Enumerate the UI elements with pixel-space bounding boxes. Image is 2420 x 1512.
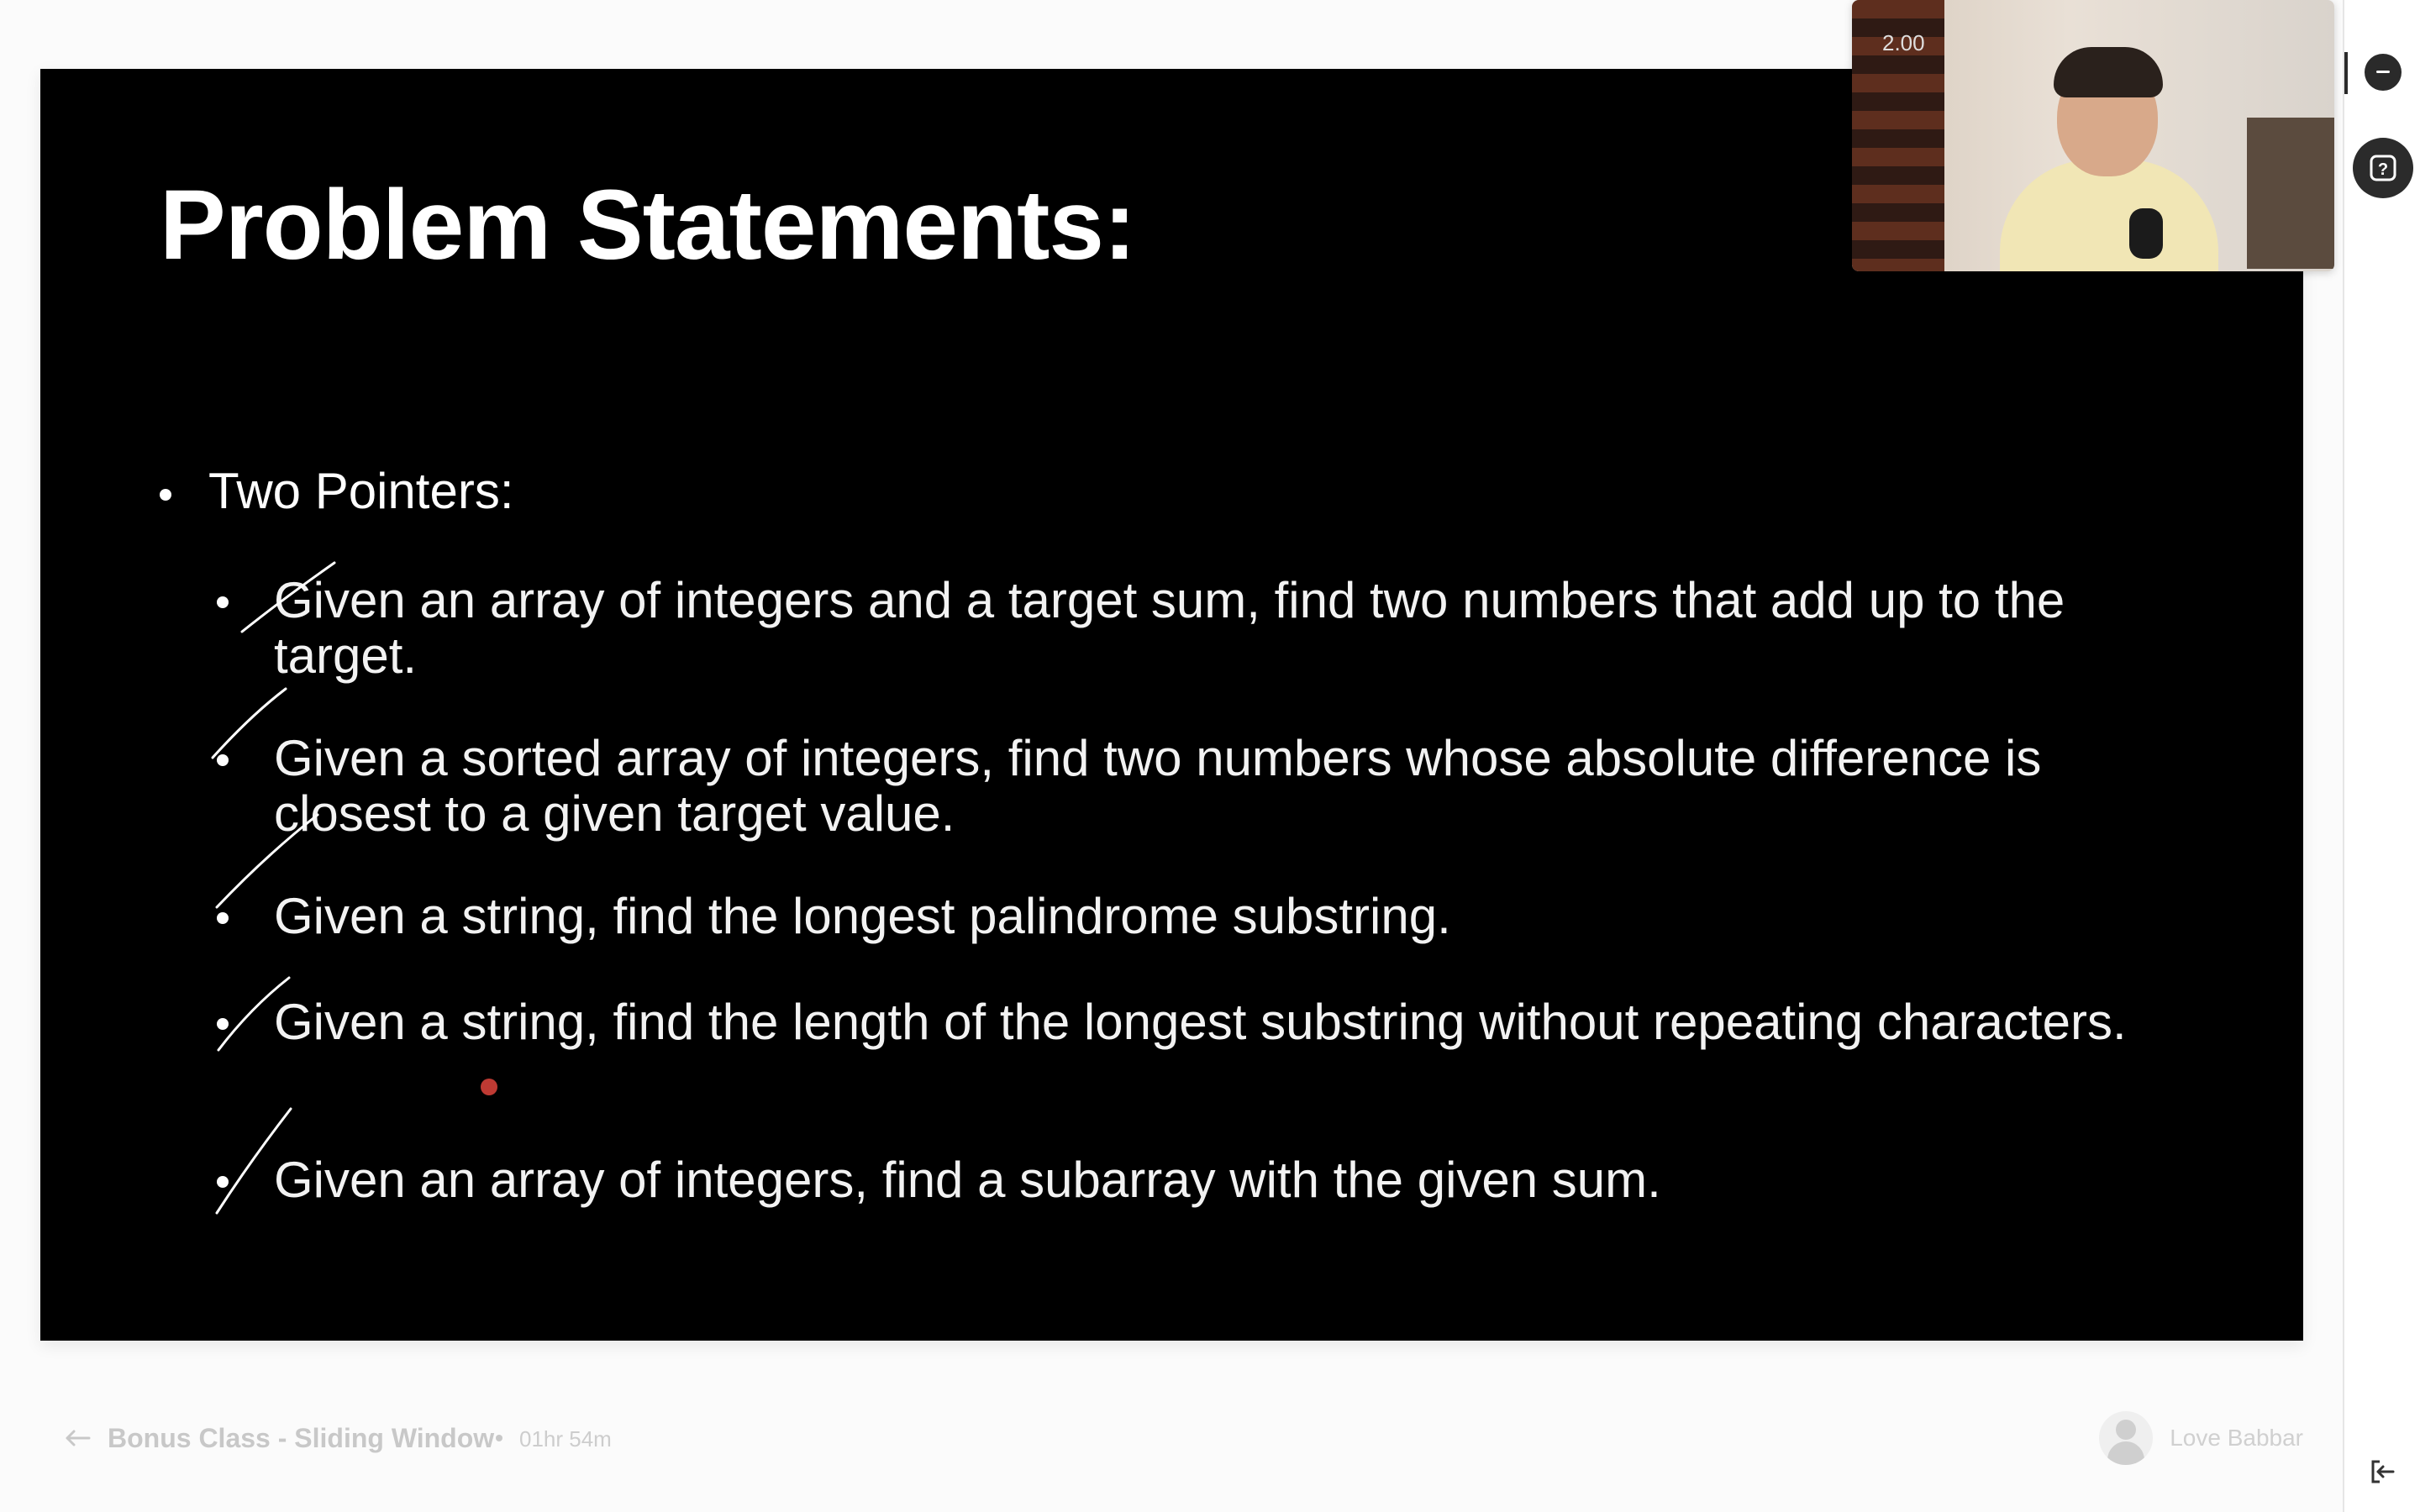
playback-speed: 2.00: [1882, 30, 1925, 55]
bottom-bar: [40, 1411, 2303, 1465]
microphone-icon: [2129, 208, 2163, 259]
problem-item-text: Given a sorted array of integers, find two numbers whose absolute difference is closest to a given target value.: [274, 730, 2042, 842]
help-icon: [2369, 154, 2397, 182]
background-shelf: [2247, 118, 2334, 269]
avatar-torso: [2107, 1441, 2144, 1465]
laser-pointer-icon: [481, 1079, 497, 1095]
webcam-pip[interactable]: [1852, 0, 2334, 271]
class-title: Bonus Class - Sliding Window: [108, 1423, 495, 1453]
bullet-icon: [217, 596, 229, 608]
class-duration: 01hr 54m: [519, 1426, 612, 1452]
bullet-icon: [217, 754, 229, 766]
problem-item-text: Given a string, find the length of the longest substring without repeating characters.: [274, 994, 2127, 1050]
section-heading-label: Two Pointers:: [208, 463, 514, 519]
bullet-icon: [217, 912, 229, 924]
bullet-icon: [217, 1176, 229, 1188]
avatar-head: [2116, 1420, 2136, 1440]
avatar: [2099, 1411, 2153, 1465]
separator-dot: [496, 1435, 502, 1441]
svg-text:?: ?: [2377, 160, 2389, 179]
right-sidebar: [2343, 0, 2420, 1512]
presenter-info: [2099, 1411, 2303, 1465]
exit-button[interactable]: [2363, 1452, 2403, 1492]
chat-button[interactable]: [2365, 54, 2402, 91]
bullet-icon: [160, 489, 171, 501]
active-indicator: [2344, 52, 2348, 94]
slide-title: Problem Statements:: [160, 170, 1136, 281]
back-arrow-icon[interactable]: [60, 1421, 94, 1455]
chat-icon: [2374, 66, 2392, 79]
bullet-icon: [217, 1018, 229, 1030]
presenter-hair: [2054, 47, 2163, 97]
problem-item-text: Given an array of integers, find a subarray with the given sum.: [274, 1152, 1661, 1208]
help-button[interactable]: [2353, 138, 2413, 198]
presenter-name: Love Babbar: [2170, 1425, 2303, 1451]
problem-item-text: Given a string, find the longest palindrome substring.: [274, 888, 1451, 944]
exit-icon: [2368, 1458, 2398, 1485]
problem-item-text: Given an array of integers and a target sum, find two numbers that add up to the target.: [274, 572, 2065, 684]
